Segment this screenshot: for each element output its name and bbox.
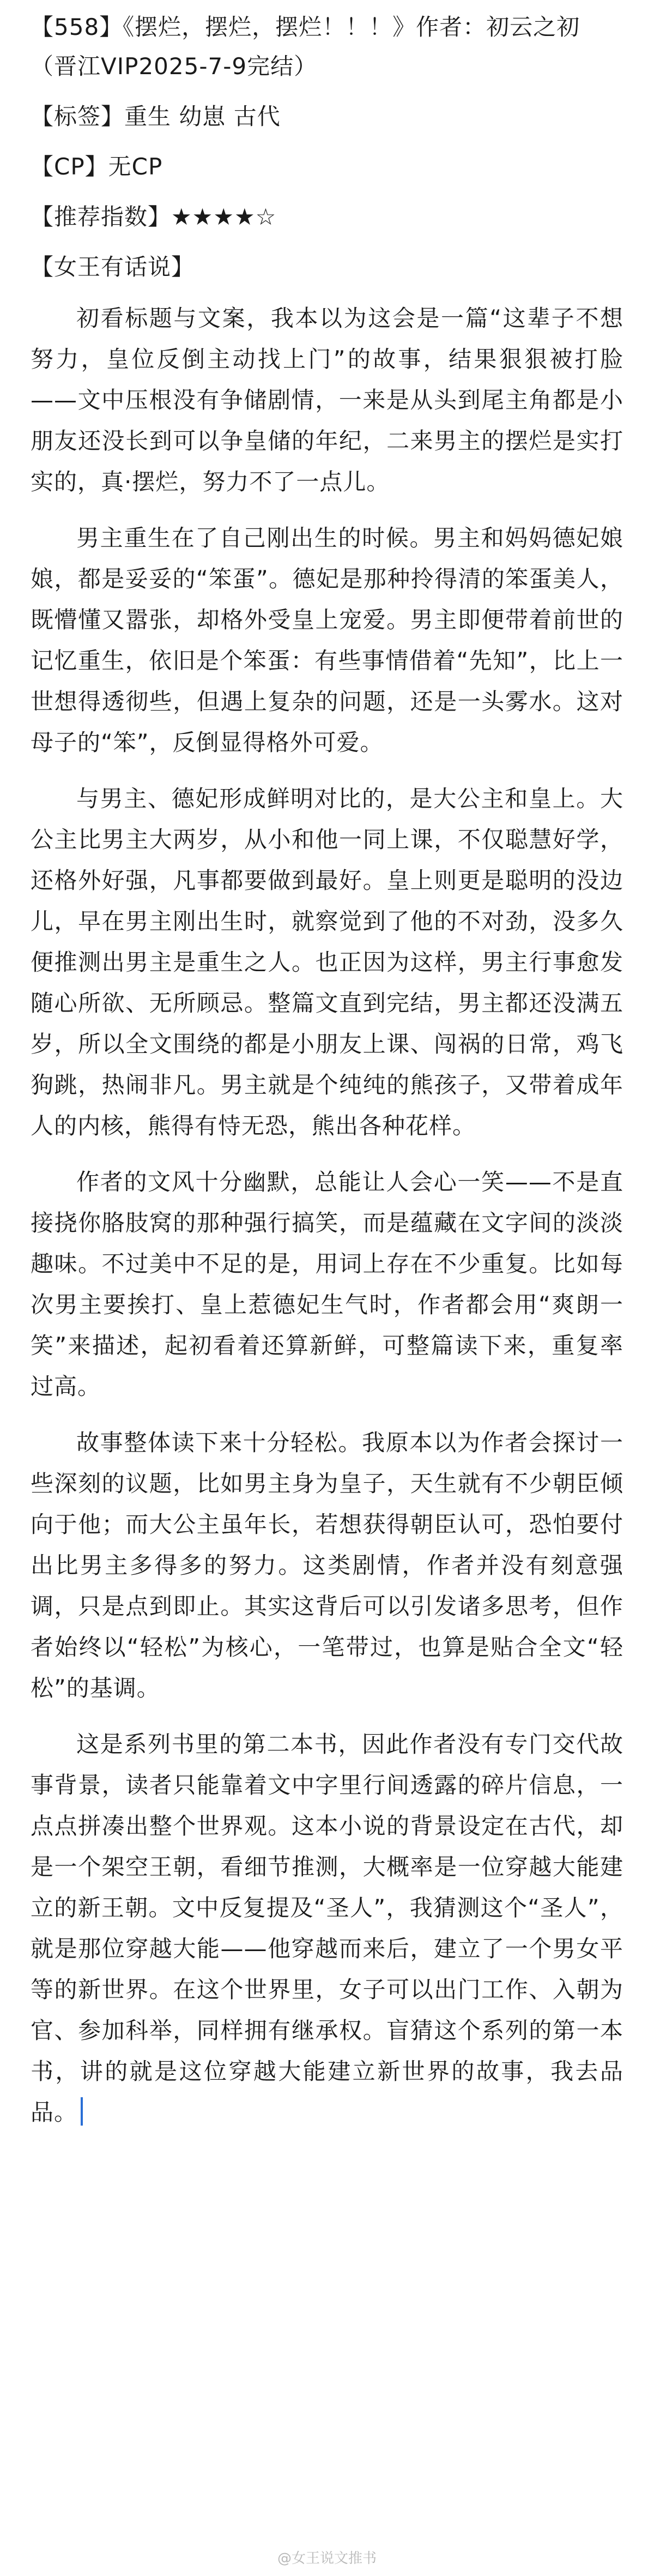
text-cursor bbox=[81, 2097, 83, 2126]
weibo-watermark: @女王说文推书 bbox=[277, 2550, 377, 2567]
review-paragraph-6-text: 这是系列书里的第二本书，因此作者没有专门交代故事背景，读者只能靠着文中字里行间透露的碎片信息，一点点拼凑出整个世界观。这本小说的背景设定在古代，却是一个架空王朝，看细节推测，大概率是一位穿越大能建立的新王朝。文中反复提及“圣人”，我猜测这个“圣人”，就是那位穿越大能——他穿越而来后，建立了一个男女平等的新世界。在这个世界里，女子可以出门工作、入朝为官、参加科举，同样拥有继承权。盲猜这个系列的第一本书，讲的就是这位穿越大能建立新世界的故事，我去品品。 bbox=[31, 1731, 623, 2126]
review-paragraph-1: 初看标题与文案，我本以为这会是一篇“这辈子不想努力，皇位反倒主动找上门”的故事，结果狠狠被打脸——文中压根没有争储剧情，一来是从头到尾主角都是小朋友还没长到可以争皇储的年纪，二来男主的摆烂是实打实的，真·摆烂，努力不了一点儿。 bbox=[31, 305, 623, 495]
review-paragraph-5: 故事整体读下来十分轻松。我原本以为作者会探讨一些深刻的议题，比如男主身为皇子，天生就有不少朝臣倾向于他；而大公主虽年长，若想获得朝臣认可，恐怕要付出比男主多得多的努力。这类剧情，作者并没有刻意强调，只是点到即止。其实这背后可以引发诸多思考，但作者始终以“轻松”为核心，一笔带过，也算是贴合全文“轻松”的基调。 bbox=[31, 1429, 623, 1701]
review-paragraph-6 bbox=[31, 1724, 623, 2133]
cp-line: 【CP】无CP bbox=[31, 153, 163, 180]
rating-label: 【推荐指数】 bbox=[31, 203, 172, 230]
review-paragraph-4: 作者的文风十分幽默，总能让人会心一笑——不是直接挠你胳肢窝的那种强行搞笑，而是蕴藏在文字间的淡淡趣味。不过美中不足的是，用词上存在不少重复。比如每次男主要挨打、皇上惹德妃生气时，作者都会用“爽朗一笑”来描述，起初看着还算新鲜，可整篇读下来，重复率过高。 bbox=[31, 1169, 623, 1400]
review-paragraph-2: 男主重生在了自己刚出生的时候。男主和妈妈德妃娘娘，都是妥妥的“笨蛋”。德妃是那种拎得清的笨蛋美人，既懵懂又嚣张，却格外受皇上宠爱。男主即便带着前世的记忆重生，依旧是个笨蛋：有些事情借着“先知”，比上一世想得透彻些，但遇上复杂的问题，还是一头雾水。这对母子的“笨”，反倒显得格外可爱。 bbox=[31, 525, 623, 756]
rating-line bbox=[31, 197, 623, 237]
review-paragraph-3: 与男主、德妃形成鲜明对比的，是大公主和皇上。大公主比男主大两岁，从小和他一同上课，不仅聪慧好学，还格外好强，凡事都要做到最好。皇上则更是聪明的没边儿，早在男主刚出生时，就察觉到了他的不对劲，没多久便推测出男主是重生之人。也正因为这样，男主行事愈发随心所欲、无所顾忌。整篇文直到完结，男主都还没满五岁，所以全文围绕的都是小朋友上课、闯祸的日常，鸡飞狗跳，热闹非凡。男主就是个纯纯的熊孩子，又带着成年人的内核，熊得有恃无恐，熊出各种花样。 bbox=[31, 785, 623, 1139]
tags-line: 【标签】重生 幼崽 古代 bbox=[31, 103, 281, 130]
rating-stars: ★★★★☆ bbox=[171, 203, 277, 230]
book-title-line: 【558】《摆烂，摆烂，摆烂！！！》作者：初云之初（晋江VIP2025-7-9完结） bbox=[31, 14, 580, 80]
section-label: 【女王有话说】 bbox=[31, 254, 195, 280]
